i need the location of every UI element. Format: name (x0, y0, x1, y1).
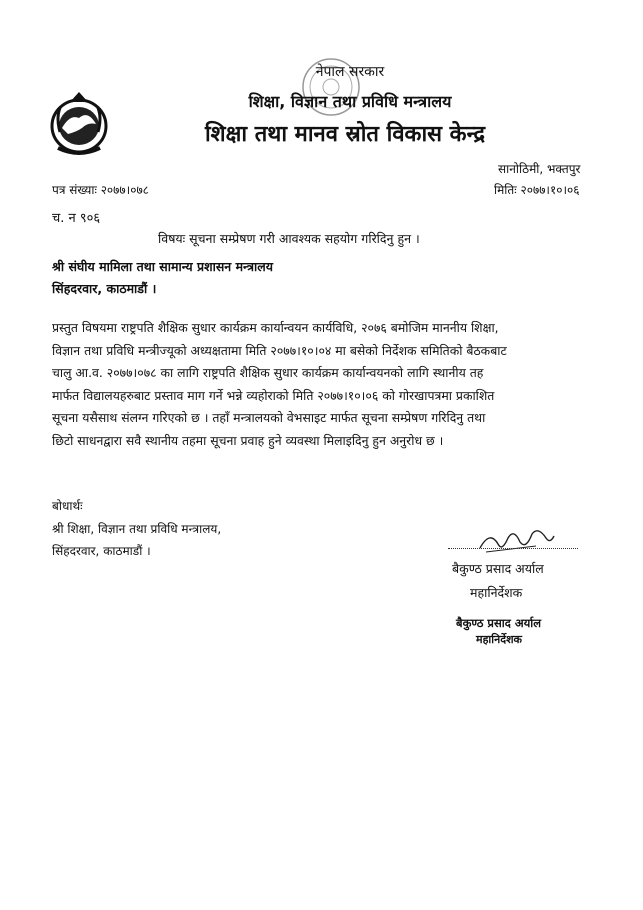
office-address: सानोठिमी, भक्तपुर (498, 162, 581, 176)
cc-line-1: श्री शिक्षा, विज्ञान तथा प्रविधि मन्त्रालय, (52, 522, 222, 536)
government-name: नेपाल सरकार (315, 64, 385, 80)
body-line: चालु आ.व. २०७७।०७८ का लागि राष्ट्रपति शैक्षिक सुधार कार्यक्रम कार्यान्वयनको लागि स्थानीय तह (52, 365, 484, 380)
body-line: विज्ञान तथा प्रविधि मन्त्रीज्यूको अध्यक्षतामा मिति २०७७।१०।०४ मा बसेको निर्देशक समितिको बैठकबाट (52, 342, 507, 358)
cc-label: बोधार्थः (52, 499, 83, 513)
stamp-block-name: बैकुण्ठ प्रसाद अर्याल (456, 616, 542, 630)
dispatch-number: च. न ९०६ (52, 211, 101, 226)
ministry-name: शिक्षा, विज्ञान तथा प्रविधि मन्त्रालय (248, 92, 452, 111)
subject-line: विषयः सूचना सम्प्रेषण गरी आवश्यक सहयोग गरिदिनु हुन । (158, 231, 420, 246)
signatory-name: बैकुण्ठ प्रसाद अर्याल (452, 561, 544, 576)
signatory-title: महानिर्देशक (470, 585, 523, 600)
signature-line (448, 548, 578, 549)
recipient-line-2: सिंहदरवार, काठमाडौं । (52, 281, 157, 296)
reference-number: पत्र संख्याः २०७७।०७८ (52, 183, 149, 197)
signature-icon (476, 524, 556, 556)
center-name: शिक्षा तथा मानव स्रोत विकास केन्द्र (204, 122, 486, 147)
nepal-emblem-icon (48, 88, 110, 156)
body-line: छिटो साधनद्वारा सवै स्थानीय तहमा सूचना प्रवाह हुने व्यवस्था मिलाइदिनु हुन अनुरोध छ । (52, 432, 444, 448)
body-line: मार्फत विद्यालयहरुबाट प्रस्ताव माग गर्ने भन्ने व्यहोराको मिति २०७७।१०।०६ को गोरखापत्रमा प्रकाशित (52, 387, 495, 403)
recipient-line-1: श्री संघीय मामिला तथा सामान्य प्रशासन मन्त्रालय (52, 259, 273, 274)
stamp-block-title: महानिर्देशक (476, 633, 522, 646)
cc-line-2: सिंहदरवार, काठमाडौं । (52, 544, 151, 558)
letter-body (52, 317, 600, 452)
body-line: प्रस्तुत विषयमा राष्ट्रपति शैक्षिक सुधार कार्यक्रम कार्यान्वयन कार्यविधि, २०७६ बमोजिम माननीय शिक्षा, (52, 320, 499, 335)
letter-date: मितिः २०७७।१०।०६ (494, 183, 580, 197)
body-line: सूचना यसैसाथ संलग्न गरिएको छ । तहाँ मन्त्रालयको वेभसाइट मार्फत सूचना सम्प्रेषण गरिदिनु तथा (52, 410, 486, 425)
